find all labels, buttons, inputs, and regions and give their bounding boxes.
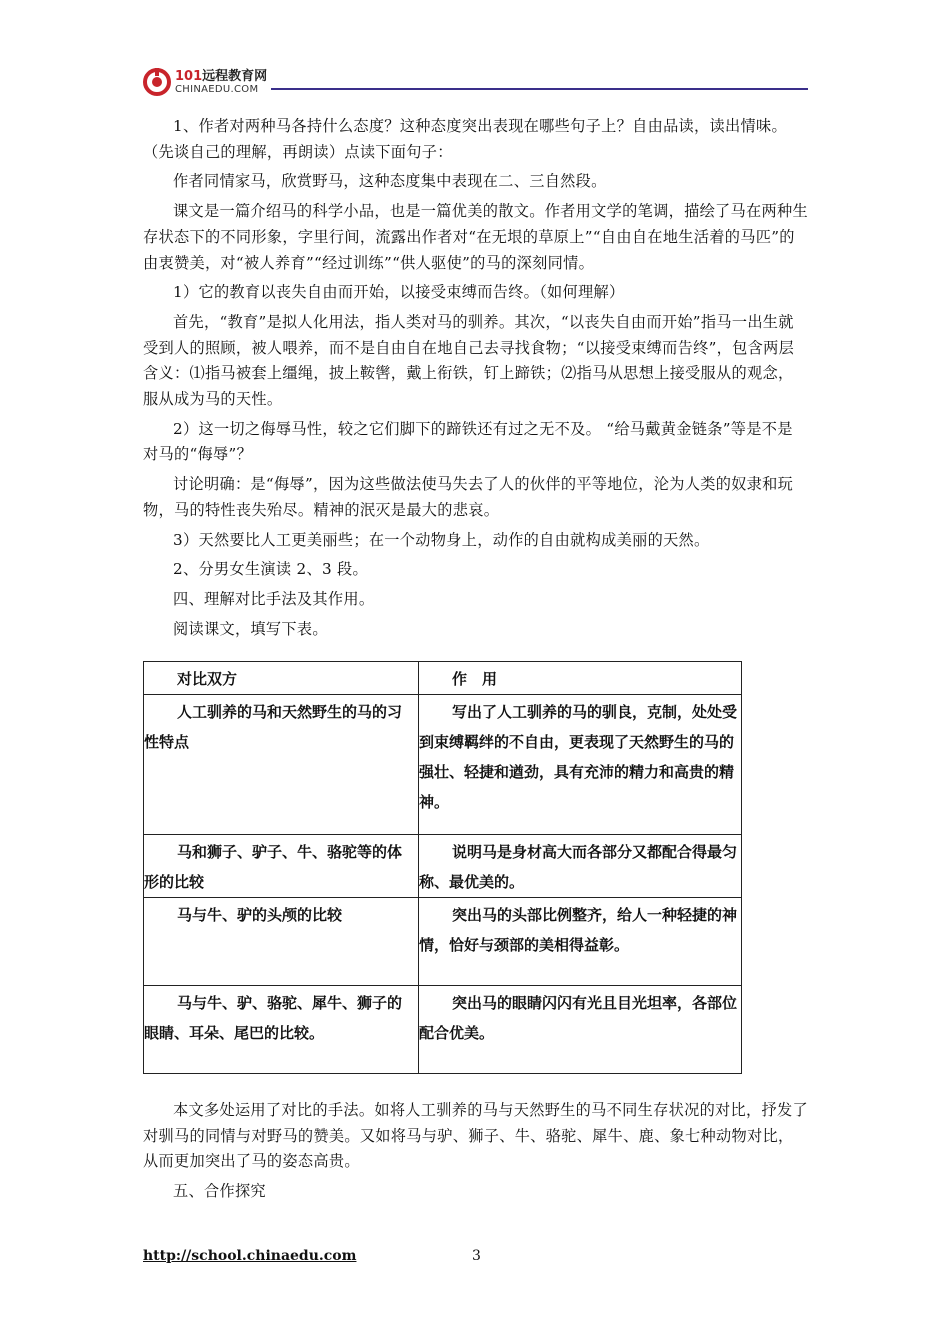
paragraph: 本文多处运用了对比的手法。如将人工驯养的马与天然野生的马不同生存状况的对比，抒发了对驯马的同情与对野马的赞美。又如将马与驴、狮子、牛、骆驼、犀牛、鹿、象七种动物对比，从而更加突出了马的姿态高贵。: [143, 1101, 808, 1171]
body-text-top: [143, 114, 808, 642]
table-header-cell: 对比双方: [144, 662, 419, 695]
logo-number: 101: [175, 69, 203, 84]
table-cell: 马与牛、驴的头颅的比较: [144, 898, 419, 986]
table-header-cell: 作 用: [419, 662, 742, 695]
logo-text: [175, 70, 267, 96]
logo-domain: CHINAEDU.COM: [175, 84, 259, 95]
chinaedu-logo-icon: [143, 68, 171, 96]
table-header-row: [144, 662, 742, 695]
paragraph: 课文是一篇介绍马的科学小品，也是一篇优美的散文。作者用文学的笔调，描绘了马在两种生存状态下的不同形象，字里行间，流露出作者对“在无垠的草原上”“自由自在地生活着的马匹”的由衷赞美，对“被人养育”“经过训练”“供人驱使”的马的深刻同情。: [143, 202, 808, 272]
table-cell: 说明马是身材高大而各部分又都配合得最匀称、最优美的。: [419, 835, 742, 898]
table-row: [144, 835, 742, 898]
table-row: [144, 695, 742, 835]
header-divider: [271, 88, 808, 90]
paragraph: 1、作者对两种马各持什么态度？这种态度突出表现在哪些句子上？自由品读，读出情味。（先谈自己的理解，再朗读）点读下面句子：: [143, 117, 787, 161]
paragraph: 2、分男女生演读 2、3 段。: [173, 560, 369, 579]
page-number: 3: [472, 1248, 481, 1264]
section-heading: 五、合作探究: [173, 1182, 266, 1201]
table-cell: 写出了人工驯养的马的驯良，克制，处处受到束缚羁绊的不自由，更表现了天然野生的马的强壮、轻捷和遒劲，具有充沛的精力和高贵的精神。: [419, 695, 742, 835]
table-cell: 突出马的眼睛闪闪有光且目光坦率，各部位配合优美。: [419, 986, 742, 1074]
page-footer: [143, 1248, 808, 1264]
section-heading: 四、理解对比手法及其作用。: [173, 589, 375, 608]
table-row: [144, 986, 742, 1074]
paragraph: 阅读课文，填写下表。: [173, 619, 328, 638]
footer-link[interactable]: http://school.chinaedu.com: [143, 1248, 357, 1264]
table-cell: 马与牛、驴、骆驼、犀牛、狮子的眼睛、耳朵、尾巴的比较。: [144, 986, 419, 1074]
paragraph: 1）它的教育以丧失自由而开始，以接受束缚而告终。（如何理解）: [173, 283, 625, 302]
paragraph: 首先，“教育”是拟人化用法，指人类对马的驯养。其次，“以丧失自由而开始”指马一出生就受到人的照顾，被人喂养，而不是自由自在地自己去寻找食物；“以接受束缚而告终”，包含两层含义：⑴指马被套上缰绳，披上鞍辔，戴上衔铁，钉上蹄铁；⑵指马从思想上接受服从的观念，服从成为马的天性。: [143, 312, 795, 409]
paragraph: 3）天然要比人工更美丽些；在一个动物身上，动作的自由就构成美丽的天然。: [173, 530, 710, 549]
body-text-bottom: [143, 1098, 808, 1205]
table-cell: 突出马的头部比例整齐，给人一种轻捷的神情，恰好与颈部的美相得益彰。: [419, 898, 742, 986]
comparison-table: [143, 661, 742, 1074]
paragraph: 2）这一切之侮辱马性，较之它们脚下的蹄铁还有过之无不及。 “给马戴黄金链条”等是不是对马的“侮辱”？: [143, 419, 793, 464]
page-header: [143, 66, 808, 106]
table-cell: 马和狮子、驴子、牛、骆驼等的体形的比较: [144, 835, 419, 898]
table-cell: 人工驯养的马和天然野生的马的习性特点: [144, 695, 419, 835]
paragraph: 讨论明确：是“侮辱”，因为这些做法使马失去了人的伙伴的平等地位，沦为人类的奴隶和玩物，马的特性丧失殆尽。精神的泯灭是最大的悲哀。: [143, 475, 794, 519]
table-row: [144, 898, 742, 986]
paragraph: 作者同情家马，欣赏野马，这种态度集中表现在二、三自然段。: [173, 172, 607, 191]
logo-chinese-name: 远程教育网: [202, 69, 268, 84]
